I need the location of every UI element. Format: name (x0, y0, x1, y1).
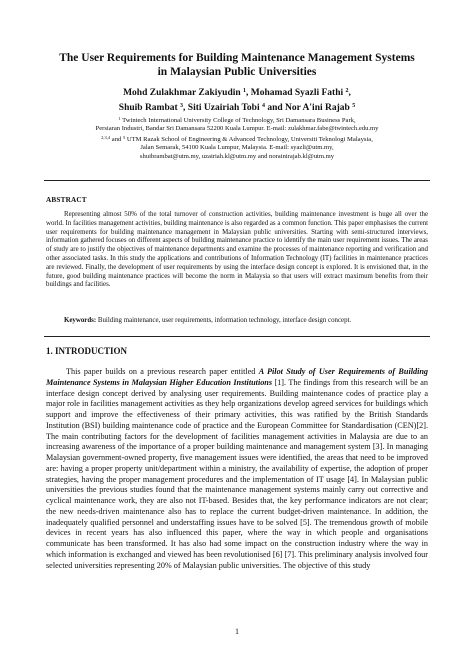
affiliation-line (40, 134, 434, 144)
author-marker: 1 (243, 88, 247, 94)
author-marker: 3 (180, 102, 184, 109)
affiliation-text: Twintech International University College of Technology, Sri Damansara Business Park, (120, 117, 356, 124)
author-name: and Nor A'ini Rajab (264, 102, 350, 113)
author-marker: 2 (345, 88, 349, 94)
affiliations (40, 115, 434, 161)
keywords (46, 317, 428, 326)
abstract-body: Representing almost 50% of the total turnover of construction activities, building maintenance investment is huge all over the world. In facilities management activities, building maintenance is also regarded as a common function. This paper emphasises the current user requirements for building maintenance management in Malaysian public universities. Starting with semi-structured interviews, information gathered focuses on different aspects of building maintenance practice to identify the main user requirement issues. The areas of study are to justify the objectives of maintenance departments and examine the processes of maintenance reporting and verification and other associated tasks. In this study the applications and contributions of Information Technology (IT) facilities in maintenance practices are reviewed. Finally, the development of user requirements by using the interface design concept is explored. It is envisioned that, in the future, good building maintenance practices will become the norm in Malaysia so that users will extract maximum benefits from their buildings and facilities. (46, 211, 428, 289)
title-line-2: in Malaysian Public Universities (157, 66, 317, 78)
abstract-heading: ABSTRACT (46, 196, 87, 204)
affiliation-marker: 1 (118, 116, 121, 121)
intro-text: [1]. The findings from this research will be an interface design concept derived by analysing user requirements. Building maintenance codes of practice play a major role in facilities management activities as they help organizations develop agreed services for buildings which support and improve the effectiveness of their primary activities, this was ratified by the British Standards Institution (BSI) building maintenance code of practice and the European Committee for Standardisation (CEN)[2]. The main contributing factors for the development of facilities management activities in Malaysia are due to an increasing awareness of the importance of a proper building maintenance and management system [3]. In managing Malaysian government-owned property, five management issues were identified, the areas that need to be improved are: having a proper property unit/department within a ministry, the availability of expertise, the adoption of proper strategies, having the proper management procedures and the implementation of IT usage [4]. In Malaysian public universities the previous studies found that the maintenance management systems mainly carry out corrective and cyclical maintenance work, they are also not IT-based. Besides that, the key performance indicators are not clear; the new needs-driven maintenance also has to replace the current budget-driven maintenance. In addition, the inadequately qualified personnel and understaffing issues have to be solved [5]. The tremendous growth of mobile devices in recent years has also influenced this paper, where the way in which people and organisations communicate has been transformed. It has also had some impact on the construction industry where the way in which information is exchanged and viewed has been revolutionised [6] [7]. This preliminary analysis involved four selected universities representing 20% of Malaysian public universities. The objective of this study (46, 377, 429, 570)
bottom-divider (44, 336, 430, 337)
author-name: , Mohamad Syazli Fathi (246, 88, 344, 98)
intro-text: This paper builds on a previous research paper entitled (66, 367, 259, 376)
affiliation-marker: 5 (122, 134, 126, 140)
affiliation-line: shuibrambat@utm.my, uzairiah.kl@utm.my and norainirajab.kl@utm.my (139, 152, 335, 160)
author-name: , Siti Uzairiah Tobi (183, 102, 260, 113)
author-marker: 4 (261, 102, 265, 109)
author-list (40, 85, 434, 114)
author-line-2 (40, 100, 434, 115)
affiliation-line (40, 115, 434, 125)
keywords-label: Keywords: (64, 317, 97, 324)
author-name: Mohd Zulakhmar Zakiyudin (123, 88, 241, 98)
title-line-1: The User Requirements for Building Maintenance Management Systems (59, 52, 415, 64)
affiliation-text: and (110, 135, 123, 143)
affiliation-text: UTM Razak School of Engineering & Advanced Technology, Universiti Teknologi Malaysia, (125, 135, 373, 143)
affiliation-line: Jalan Semarak, 54100 Kuala Lumpur, Malaysia. E-mail: syazli@utm.my, (140, 144, 334, 152)
affiliation-marker: 2,3,4 (101, 134, 111, 140)
top-divider (44, 180, 430, 181)
author-line-1: Mohd Zulakhmar Zakiyudin $^1$, Mohamad Syazli Fathi $^2$, (123, 88, 351, 98)
page-number: 1 (235, 627, 239, 636)
author-name: Shuib Rambat (118, 102, 178, 113)
introduction-paragraph (46, 367, 428, 571)
cited-title: A Pilot Study of User Requirements of Building Maintenance Systems in Malaysian Higher Education Institutions (46, 367, 429, 387)
section-heading: 1. INTRODUCTION (46, 346, 128, 356)
affiliation-line: Persiaran Industri, Bandar Sri Damansara 52200 Kuala Lumpur. E-mail: zulakhmar.fabe@twintech.edu.my (95, 125, 379, 133)
paper-title (40, 51, 434, 79)
keywords-text: Building maintenance, user requirements, information technology, interface design concept. (96, 317, 352, 324)
author-marker: 5 (352, 102, 356, 109)
